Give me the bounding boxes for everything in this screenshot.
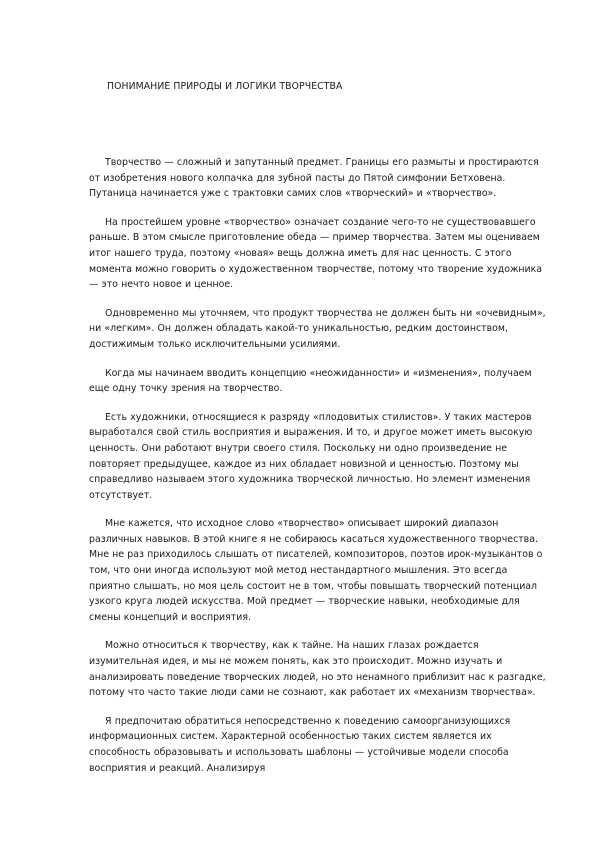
paragraph-7: Можно относиться к творчеству, как к тайне. На наших глазах рождается изумительная идея, и мы не можем понять, как это происходит. Можно изучать и анализировать поведение творческих людей, но это ненамного приблизит нас к разгадке, потому что часто такие люди сами не сознают, как работает их «механизм творчества». <box>89 640 546 699</box>
paragraph-5: Есть художники, относящиеся к разряду «плодовитых стилистов». У таких мастеров выработался свой стиль восприятия и выражения. И то, и другое может иметь высокую ценность. Они работают внутри своего стиля. Поскольку ни одно произведение не повторяет предыдущее, каждое из них обладает новизной и ценностью. Поэтому мы справедливо называем этого художника творческой личностью. Но элемент изменения отсутствует. <box>89 411 533 501</box>
paragraph-1: Творчество — сложный и запутанный предмет. Границы его размыты и простираются от изобретения нового колпачка для зубной пасты до Пятой симфонии Бетховена. Путаница начинается уже с трактовки самих слов «творческий» и «творчество». <box>89 157 539 200</box>
paragraph-3: Одновременно мы уточняем, что продукт творчества не должен быть ни «очевидным», ни «легким». Он должен обладать какой-то уникальностью, редким достоинством, достижимым только исключительными усилиями. <box>89 307 546 350</box>
document-body <box>89 155 551 789</box>
paragraph-2: На простейшем уровне «творчество» означает создание чего-то не существовавшего раньше. В этом смысле приготовление обеда — пример творчества. Затем мы оцениваем итог нашего труда, поэтому «новая» вещь должна иметь для нас ценность. С этого момента можно говорить о художественном творчестве, потому что творение художника — это нечто новое и ценное. <box>89 216 543 291</box>
paragraph-8: Я предпочитаю обратиться непосредственно к поведению самоорганизующихся информационных систем. Характерной особенностью таких систем является их способность образовывать и использовать шаблоны — устойчивые модели способа восприятия и реакций. Анализируя <box>89 715 511 774</box>
paragraph-4: Когда мы начинаем вводить концепцию «неожиданности» и «изменения», получаем еще одну точку зрения на творчество. <box>89 367 532 395</box>
paragraph-6: Мне кажется, что исходное слово «творчество» описывает широкий диапазон различных навыков. В этой книге я не собираюсь касаться художественного творчества. Мне не раз приходилось слышать от писателей, композиторов, поэтов ирок-музыкантов о том, что они иногда используют мой метод нестандартного мышления. Это всегда приятно слышать, но моя цель состоит не в том, чтобы повышать творческий потенциал узкого круга людей искусства. Мой предмет — творческие навыки, необходимые для смены концепций и восприятия. <box>89 518 543 623</box>
document-title: ПОНИМАНИЕ ПРИРОДЫ И ЛОГИКИ ТВОРЧЕСТВА <box>107 81 343 92</box>
